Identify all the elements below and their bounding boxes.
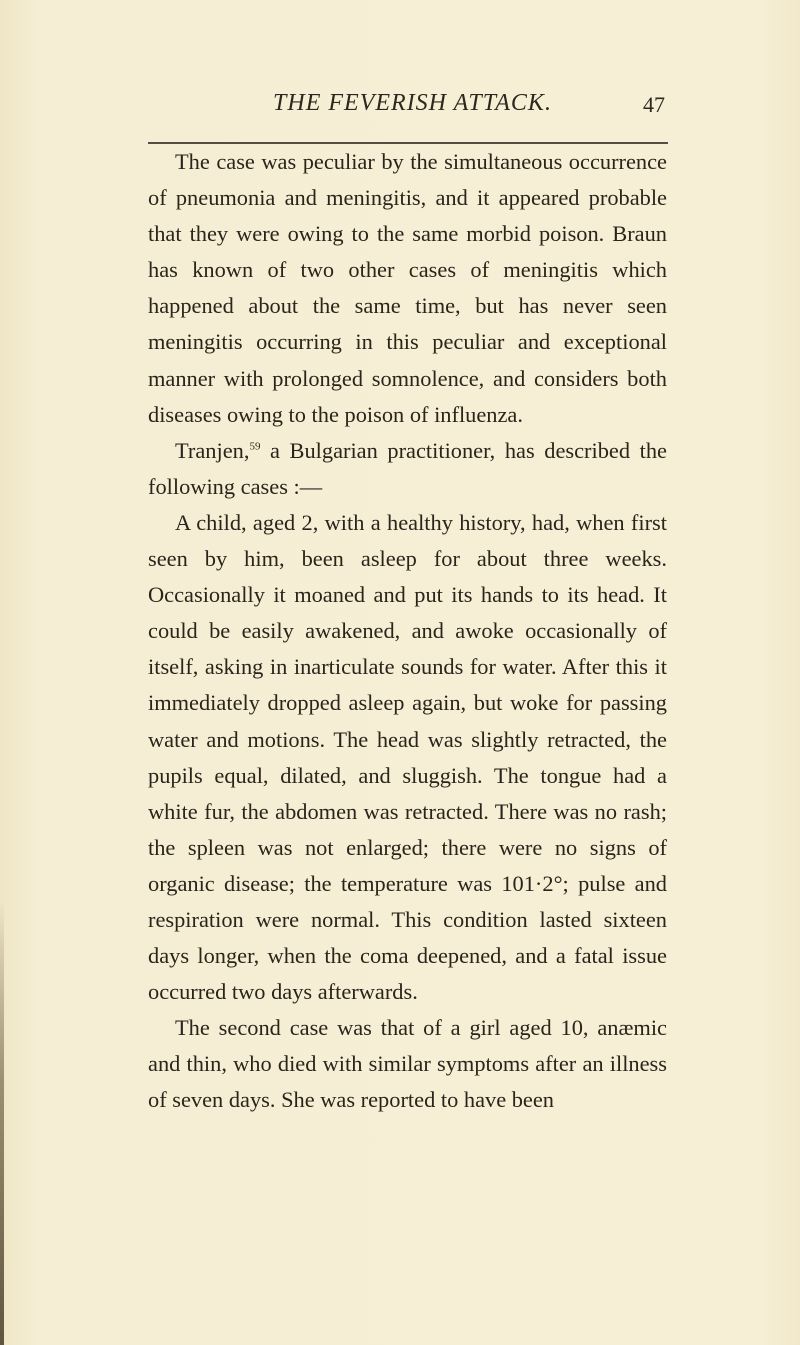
footnote-ref: 59 [249,440,261,453]
paragraph-2-lead: Tranjen, [175,437,250,463]
page-edge-shadow [0,900,4,1345]
paragraph-3: A child, aged 2, with a healthy history, had, when first seen by him, been asleep for about three weeks. Occasionally it moaned and put its hands to its head. It could be easily awakened, and awoke occasionally of itself, asking in inarticulate sounds for water. After this it immediately dropped asleep again, but woke for passing water and motions. The head was slightly retracted, the pupils equal, dilated, and sluggish. The tongue had a white fur, the abdomen was retracted. There was no rash; the spleen was not enlarged; there were no signs of organic disease; the temperature was 101·2°; pulse and respiration were normal. This condition lasted sixteen days longer, when the coma deepened, and a fatal issue occurred two days afterwards. [148,509,667,1005]
paragraph-2-rest: a Bulgarian practitioner, has described the following cases :— [148,437,667,499]
paragraph-1: The case was peculiar by the simultaneous occurrence of pneumonia and meningitis, and it appeared probable that they were owing to the same morbid poison. Braun has known of two other cases of meningitis which happened about the same time, but has never seen meningitis occurring in this peculiar and exceptional manner with prolonged somnolence, and considers both diseases owing to the poison of influenza. [148,149,667,427]
paragraph-2 [148,433,667,505]
page-number: 47 [643,92,665,117]
paragraph-4: The second case was that of a girl aged 10, anæmic and thin, who died with similar symptoms after an illness of seven days. She was reported to have been [148,1015,667,1113]
body-text [148,144,667,1119]
running-title: THE FEVERISH ATTACK. [273,90,552,116]
running-head [160,90,665,130]
